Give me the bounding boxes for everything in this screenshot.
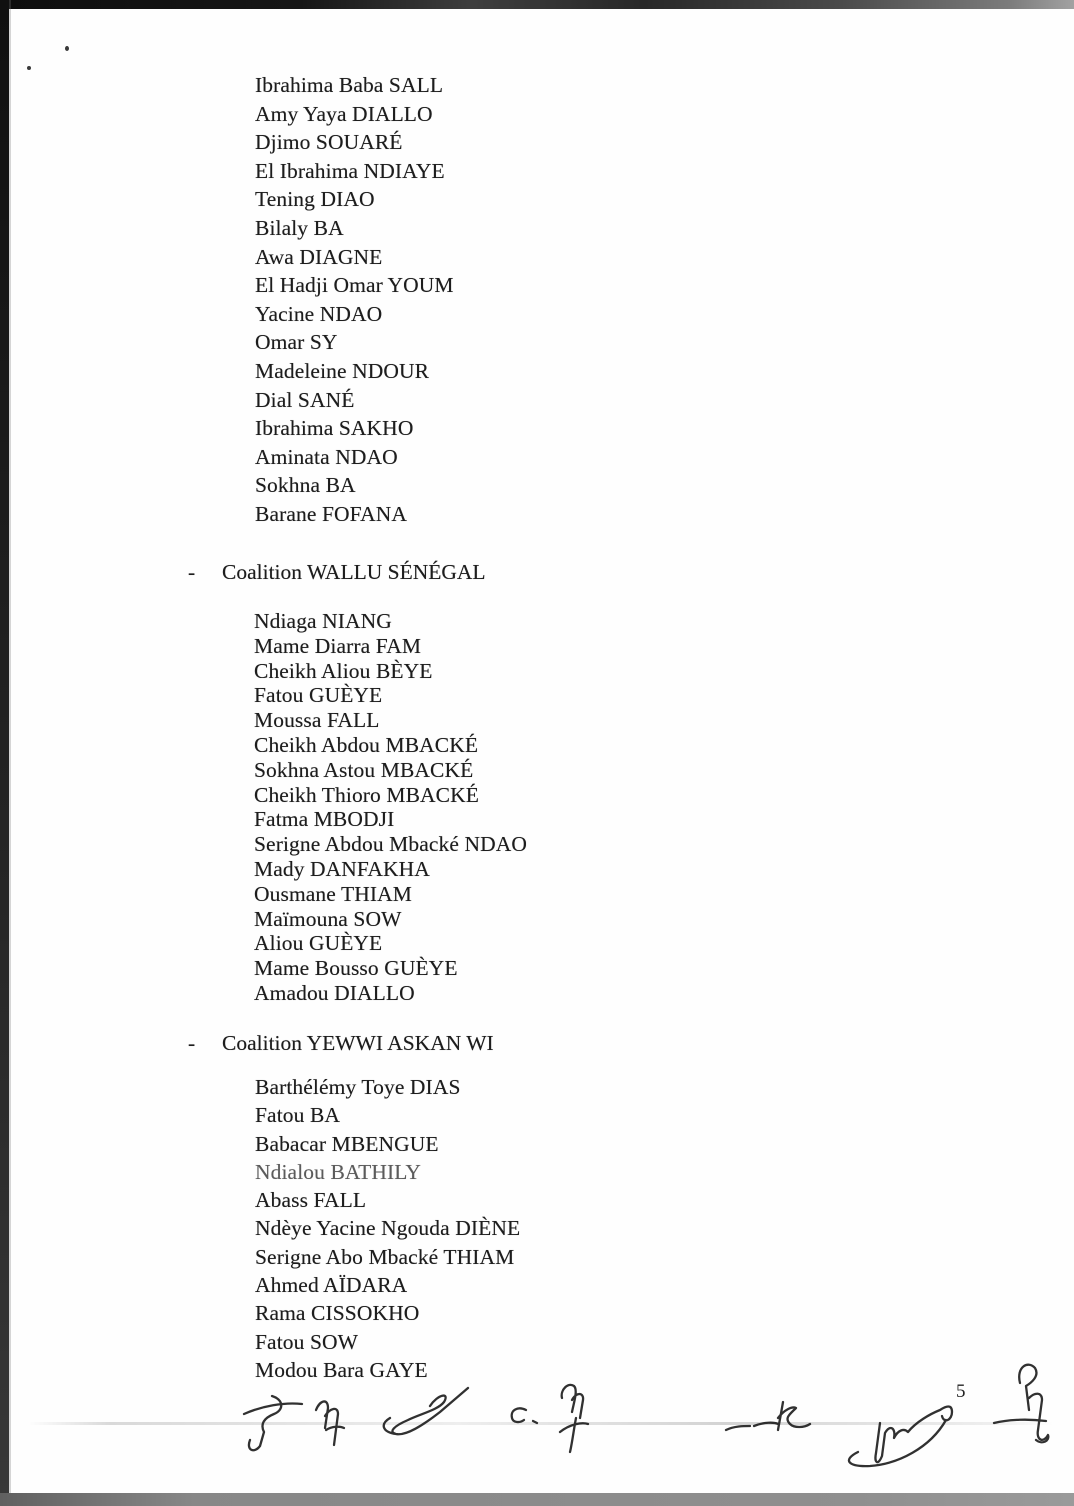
candidate-name: Djimo SOUARÉ: [255, 130, 403, 155]
scan-speck: [65, 46, 69, 51]
candidate-name: Mame Diarra FAM: [254, 633, 422, 658]
candidate-name: Yacine NDAO: [255, 301, 383, 326]
section-heading-yewwi: [188, 1031, 494, 1056]
candidate-name: Aliou GUÈYE: [254, 931, 383, 956]
candidate-name: Ndialou BATHILY: [255, 1159, 421, 1184]
candidate-name: Barane FOFANA: [255, 501, 407, 526]
section-heading-wallu: [188, 560, 486, 585]
signature-2: [316, 1401, 344, 1445]
candidate-name: Barthélémy Toye DIAS: [255, 1075, 461, 1099]
candidate-list-wallu: [254, 609, 527, 1006]
candidate-name: Serigne Abo Mbacké THIAM: [255, 1244, 515, 1269]
candidate-name: Ibrahima SAKHO: [255, 416, 414, 441]
candidate-name: Moussa FALL: [254, 708, 380, 733]
candidate-name: Abass FALL: [255, 1188, 367, 1213]
candidate-name: Mame Bousso GUÈYE: [254, 956, 458, 981]
candidate-name: Cheikh Aliou BÈYE: [254, 658, 433, 683]
candidate-name: Cheikh Thioro MBACKÉ: [254, 782, 479, 807]
section-title-wallu: Coalition WALLU SÉNÉGAL: [222, 560, 486, 584]
signature-1: [244, 1396, 302, 1450]
page-number: 5: [956, 1381, 966, 1402]
candidate-name: Amadou DIALLO: [254, 980, 415, 1005]
scan-edge-top: [0, 0, 1074, 9]
bullet-dash: -: [188, 1031, 196, 1055]
candidate-name: Cheikh Abdou MBACKÉ: [254, 732, 479, 757]
signature-8: [994, 1365, 1048, 1443]
candidate-name: Madeleine NDOUR: [255, 358, 430, 383]
candidate-name: Ndiaga NIANG: [254, 609, 392, 633]
candidate-name: El Ibrahima NDIAYE: [255, 158, 445, 183]
signature-5: [560, 1385, 588, 1452]
candidate-name: Tening DIAO: [255, 187, 375, 212]
candidate-name: El Hadji Omar YOUM: [255, 273, 454, 298]
candidate-name: Serigne Abdou Mbacké NDAO: [254, 832, 527, 857]
candidate-name: Sokhna Astou MBACKÉ: [254, 757, 474, 782]
bullet-dash: -: [188, 560, 196, 584]
candidate-name: Mady DANFAKHA: [254, 856, 430, 881]
candidate-list-top: [255, 71, 454, 529]
candidate-name: Fatou SOW: [255, 1329, 359, 1354]
candidate-name: Fatou GUÈYE: [254, 683, 383, 708]
scan-edge-left: [0, 0, 9, 1506]
signature-4: [512, 1408, 537, 1423]
candidate-name: Aminata NDAO: [255, 444, 398, 469]
candidate-name: Omar SY: [255, 330, 338, 355]
signatures-strip: [230, 1355, 1060, 1495]
candidate-name: Modou Bara GAYE: [255, 1357, 428, 1382]
candidate-list-yewwi: [255, 1073, 520, 1384]
candidate-name: Babacar MBENGUE: [255, 1131, 439, 1156]
signature-7: [849, 1407, 952, 1467]
candidate-name: Amy Yaya DIALLO: [255, 101, 433, 126]
candidate-name: Fatma MBODJI: [254, 807, 395, 832]
candidate-name: Sokhna BA: [255, 473, 356, 498]
candidate-name: Bilaly BA: [255, 215, 344, 240]
candidate-name: Dial SANÉ: [255, 387, 355, 412]
candidate-name: Rama CISSOKHO: [255, 1301, 420, 1326]
candidate-name: Ndèye Yacine Ngouda DIÈNE: [255, 1216, 521, 1241]
candidate-name: Ibrahima Baba SALL: [255, 73, 444, 97]
candidate-name: Ousmane THIAM: [254, 881, 412, 906]
candidate-name: Maïmouna SOW: [254, 906, 402, 931]
signature-6: [726, 1402, 810, 1430]
candidate-name: Awa DIAGNE: [255, 244, 383, 269]
scan-speck: [27, 66, 31, 70]
candidate-name: Ahmed AÏDARA: [255, 1273, 408, 1298]
signature-3: [384, 1388, 468, 1434]
candidate-name: Fatou BA: [255, 1103, 341, 1128]
section-title-yewwi: Coalition YEWWI ASKAN WI: [222, 1031, 494, 1055]
